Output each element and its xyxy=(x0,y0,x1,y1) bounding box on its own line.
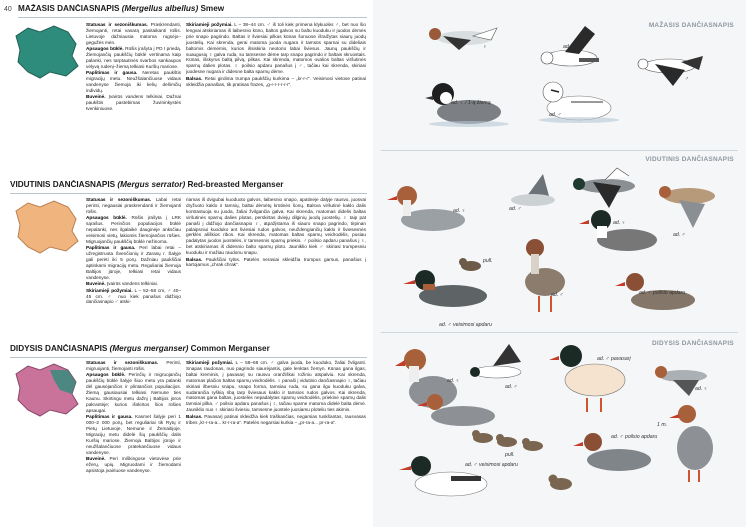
species-paragraph: Apsaugos būklė. Rūšis įrašyta į LRK sąrašus. Perinčios populiacijos būklė nepalanki, nes ilgalaikė dauginėje anksčiau veisimosi vietų, lakiomis žiemojančios rūšies. Migruojančių paukščių būklė nežinoma. xyxy=(86,215,181,244)
redbreasted-male-flying-illustration xyxy=(573,168,635,208)
caption: pull. xyxy=(483,258,493,264)
caption: ad. ♀ / 1-ą žiemą xyxy=(451,100,491,106)
caption: ad. ♂ xyxy=(509,206,522,212)
range-map-common xyxy=(10,360,82,420)
species-paragraph: Buveinė. Peri miškingose vietovėse prie ežerų, upių. Migruodami ir žiemodami apsistoja įvairiuose vandenyse. xyxy=(86,456,181,473)
species-title: MAŽASIS DANČIASNAPIS xyxy=(18,4,120,13)
bird-illustrations xyxy=(373,0,746,527)
species-english: Common Merganser xyxy=(190,344,270,353)
species-paragraph: Balsas. Paukščiai tylūs. Patelės nerasiai skleidžia trumpus garsus, panašius į kartojamus „chrak chrak“. xyxy=(186,256,366,268)
species-paragraph: Apsaugos būklė. Perinčių ir migruojančių paukščių būklė šalyje šiuo metu yra palanki dėl gausėjančios ir plintančios populiacijos. Žiemą gausiausiai telkiasi Nemune ties Kaunu. Skirtingu metu dažnį į Baltijos jūros pakrantėje; kurios išskirtos šios rūšies apsaugai. xyxy=(86,372,181,413)
caption: ad. ♂ xyxy=(563,44,576,50)
caption: ad. ♀ xyxy=(453,208,466,214)
species-title: VIDUTINIS DANČIASNAPIS xyxy=(10,180,116,189)
caption: ad. ♂ veisimosi apdaru xyxy=(439,322,492,328)
caption: ♂ xyxy=(685,76,689,82)
smew-male-flying-illustration-2 xyxy=(638,56,703,86)
species-latin: (Mergellus albellus) xyxy=(121,4,199,13)
redbreasted-female-flying-illustration xyxy=(659,186,715,228)
species-english: Smew xyxy=(200,4,225,13)
page-number: 40 xyxy=(4,6,12,13)
species-text-col2-smew xyxy=(186,22,366,172)
species-paragraph: Statusas ir sezoniškumas. Perinti, migruojanti, žiemojanti rūšis. xyxy=(86,360,181,371)
species-text-col2-common xyxy=(186,360,366,522)
species-title: DIDYSIS DANČIASNAPIS xyxy=(10,344,108,353)
redbreasted-standing-illustration xyxy=(525,239,565,312)
range-map-redbreasted xyxy=(10,197,82,257)
redbreasted-flying-illustration xyxy=(511,174,555,206)
species-paragraph: Statusas ir sezoniškumas. Praskrendanti, žiemojanti, retai vasarą pasitaikanti rūšis. Lietuvoje dažniausia matoma rugsėjo–gegužės mėn. xyxy=(86,22,181,45)
caption: pull. xyxy=(505,452,515,458)
species-latin: (Mergus serrator) xyxy=(117,180,186,189)
species-paragraph: Paplitimas ir gausa. Kasmet šalyje peri 1 000–2 000 porų, bet reguliariai tik Rytų ir Pietų Lietuvoje, Nemune ir Žemaitijoje. Migracijų metu didelė šių paukščių dalis Kuršių mariose. Žiemoja Baltijos jūroje ir neužšalančiuose pratekančiuose vidaus vandenyse. xyxy=(86,414,181,455)
species-paragraph: Skiriamieji požymiai. L – 58–68 cm. ♂ galva juoda, be kuoduko, žaliai žvilganti. Snapas raudonas, nuo pagrindo siaurėjantis, gale lenktas žemyn. Kūnas gana ilgas, baltai kreminis, į pavasarį su rausvu oranžiškai rožiniu atspalviu. Kai skrenda, matomas plačios baltas sparnų veidrodėlis. ♀ panaši į vidutinio dančiasnapio ♀, tačiau skiriasi ilbesniu snapu, snapo forma, tamsiau ruda, su gana ilgu kuoduku galva, sudarančia ryškią ribą tarp šviesaus kaklo ir tamsios rudos galvos. Kai skrenda, matomas gana baltas, juostelės nepadalytas sparnų veidrodėlis, priekinė sparnų dalis tamsiai pilka. ♂ poilsio apdaru panašus į ♀, tačiau sparne matoma didelė balta dėmė. Jauniklio nuo ♀ skiriasi šviesiu, tamsesne juostele juosiamu ploteliu ties akimis. xyxy=(186,360,366,413)
plate-header-redbreasted: VIDUTINIS DANČIASNAPIS xyxy=(645,156,734,163)
common-standing-young-illustration xyxy=(669,405,713,482)
species-header-smew xyxy=(18,4,367,18)
redbreasted-duckling-illustration xyxy=(459,258,481,271)
species-paragraph: Statusas ir sezoniškumas. Labai retai perinti, negausiai praskrendanti ir žiemojanti rūšis. xyxy=(86,197,181,214)
common-ducklings-illustration xyxy=(472,430,543,451)
species-paragraph: Skiriamieji požymiai. L – 52–58 cm, ♂ 40–45 cm. ♂ nuo kiek panašus didžiojo dančiasnapio ♂ atski- xyxy=(86,287,181,305)
species-paragraph: Paplitimas ir gausa. Peri labai retai – užregistruota Švenčionių ir Zarasų r. Šalyje gali perėti iki 5 porų. Dažniau paukščiai aptinkami migracijų metu. Reguliariai žiemoja Baltijos jūroje, telkiasi retai vidaus vandenyse. xyxy=(86,245,181,280)
caption: ad. ♀ xyxy=(613,220,626,226)
redbreasted-male-breeding-illustration xyxy=(403,270,487,307)
caption: ad. ♂ veisimosi apdaru xyxy=(465,462,518,468)
plate-header-common: DIDYSIS DANČIASNAPIS xyxy=(652,340,734,347)
species-text-col1-common xyxy=(86,360,181,522)
caption: ad. ♂ pavasarį xyxy=(597,356,631,362)
species-paragraph: Skiriamieji požymiai. L – 38–44 cm. ♂ iš toli kiek primena klykuolės ♂, bet nuo šio lengvai atskiriamas iš laibesnio kūno, baltos galvos su baltu kuoduku ir juodos dėmės prie snapo pagrindo. Baltas ir šviesiai pilkas kūnas šonuose išraižytas siaurų juodų juostelių. Kai skrenda, gerai matoma juoda nugara ir tamsūs sparnai su dideliais baltomis dėmėmis, kurios išsiskiria neotorio labai šviesus. Jaunų paukščių ir suaugusių ♀ galva ruda, su tamsesne dėme tarp snapo pagrindo ir baltais skruostais. Kūnas, išskyrus baltą pilvą, pilkas. Kai skrenda, matomos ovalios baltas viršutinės sparnų dalies plotas. ♀ poilsio apdaru panašus į ♂, tačiau kai skrenda, skiriasi juodesne nugara ir didesne balta sparnų dėme. xyxy=(186,22,366,75)
species-paragraph: Buveinė. Įvairūs vandens telkiniai. xyxy=(86,281,158,287)
species-latin: (Mergus merganser) xyxy=(109,344,189,353)
caption: ad. ♂ xyxy=(505,384,518,390)
species-paragraph: Balsas. Pavasarį patinai skleidžia kiek traškančias, negarsias tuskšantas, rausvasas tribes „kr-r-ra-a... kr-r-ra-a“. Patelės negarsiai kurkia – „pr-ra-a... pr-ra-a“. xyxy=(186,413,366,425)
plate-header-smew: MAŽASIS DANČIASNAPIS xyxy=(648,22,734,29)
caption: ad. ♀ xyxy=(447,378,460,384)
species-text-col1-smew xyxy=(86,22,181,172)
species-paragraph: Balsas. Retai girdima trumpa paukščių kurkima – „kr-r-r“. Veisimosi vietose patinai skleidžia panašias, tik pratisas frazes, „g-r-r-r-r-r-r“. xyxy=(186,75,366,87)
common-female-swimming-illustration xyxy=(417,394,495,426)
species-text-col1-redbreasted xyxy=(86,197,181,337)
species-paragraph: Buveinė. Įvairūs vandens telkiniai. Dažnai paukštis pastebimas žuvininkystės tvenkiniuose. xyxy=(86,94,181,112)
common-male-flying-illustration xyxy=(470,344,521,378)
caption: ad. ♂ poilsio apdaru xyxy=(639,290,686,296)
species-header-redbreasted xyxy=(10,180,367,194)
caption: 1 m. xyxy=(657,422,668,428)
species-paragraph: Apsaugos būklė. Rūšis įrašyta į PD I priedą. Žiemojančių paukščių būklė vertinama kaip palanki, nes tarptautinės svarbos sankaupos vėlyvą rudenį–žiemą telkiasi Kuršių mariose. xyxy=(86,46,181,69)
redbreasted-male-swimming-illustration xyxy=(579,210,657,251)
range-map-smew xyxy=(10,22,82,82)
caption: ad. ♂ poilsio apdaru xyxy=(611,434,658,440)
caption: ad. ♂ xyxy=(549,112,562,118)
caption: ad. ♀ xyxy=(695,386,708,392)
species-english: Red-breasted Merganser xyxy=(187,180,284,189)
caption: ad. ♂ xyxy=(673,232,686,238)
caption: ♀ xyxy=(483,44,487,50)
common-duckling-illustration xyxy=(549,475,573,491)
species-paragraph: Paplitimas ir gausa. Neretas paukštis migracijų metu. Neužšalančiuose vidaus vandenyse žiemoja iki kelių dešimčių individų. xyxy=(86,70,181,93)
caption: ad. ♂ xyxy=(551,292,564,298)
species-text-col2-redbreasted xyxy=(186,197,366,337)
species-header-common xyxy=(10,344,367,358)
species-paragraph: riamas iš dvigubai kuoduoto galvos, laibesnio snapo, apatinėje dalyje rausvo, juosvai dryžuoto kaklo ir tamsių, baltai dėmėtų krūtinės šonų. Balsva viršutinė kaklo dalis kontrastuoja su juoda, žaliai žvilgančia galva. Kai skrenda, matomas didelis baltas viršutinės sparnų dalies plotas, perskirtas dviejų dilginių juodų juostelių. ♀ taip pat panaši į didžiojo dančiasnapio ♀, atpažįstama iš siauro snapo pagrindo, tirpinan palaipsniui kuoduko ant šviesiai rudos galvos, neuždengiančių kaklo ir šviesesnės gerklės ališkios ribos. Kai skrenda, matomas baltas sparnų veidrodėlis, pusiau padalytas juodos juostelės, ir tamsesnis sparnų priekis. ♂ poilsio apdaru panašus į ♀, bet atskiriamas iš didesnio balto sparnų ploto. Jauniklio kiek ♂ skiriasi trumpesniu kuoduku ir mažiau raudonu snapu. xyxy=(186,197,366,256)
illustration-plate xyxy=(373,0,746,527)
